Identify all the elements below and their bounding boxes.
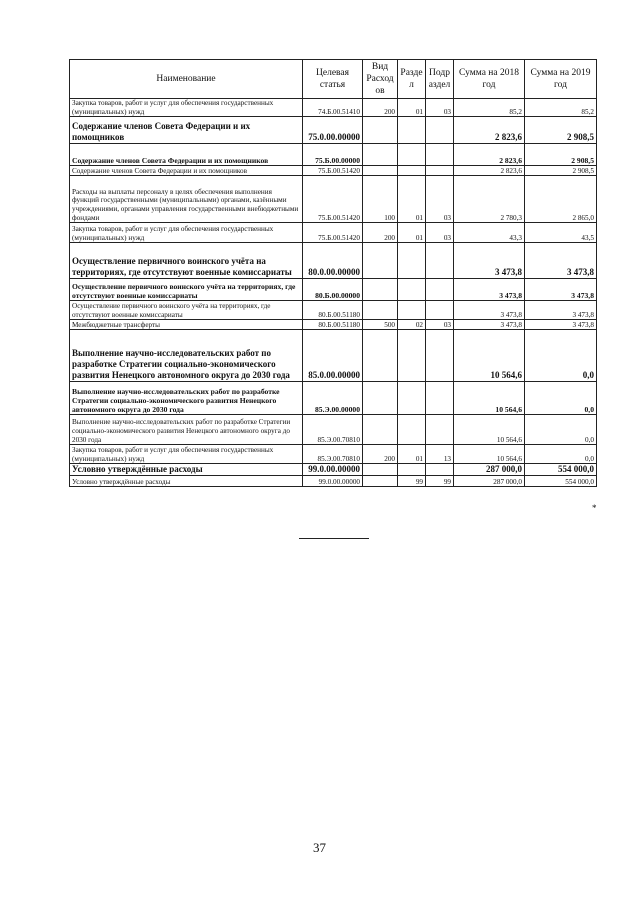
row-sum2018: 287 000,0 bbox=[454, 476, 525, 487]
row-sum2019: 2 908,5 bbox=[525, 144, 597, 166]
row-sum2018: 43,3 bbox=[454, 223, 525, 243]
row-code: 74.Б.00.51410 bbox=[303, 99, 363, 117]
row-podrazdel bbox=[426, 415, 454, 445]
table-row bbox=[70, 464, 597, 476]
row-vid bbox=[363, 382, 398, 415]
row-podrazdel bbox=[426, 382, 454, 415]
row-vid bbox=[363, 464, 398, 476]
row-razdel: 99 bbox=[398, 476, 426, 487]
table-row bbox=[70, 144, 597, 166]
row-name: Осуществление первичного воинского учёта на территориях, где отсутствуют военные комиссариаты bbox=[70, 279, 303, 301]
row-sum2018: 85,2 bbox=[454, 99, 525, 117]
row-vid bbox=[363, 166, 398, 176]
footnote-mark: * bbox=[592, 503, 597, 513]
row-code: 80.Б.00.51180 bbox=[303, 301, 363, 320]
row-sum2018: 10 564,6 bbox=[454, 415, 525, 445]
row-sum2019: 2 865,0 bbox=[525, 176, 597, 223]
row-name: Осуществление первичного воинского учёта на территориях, где отсутствуют военные комиссариаты bbox=[70, 301, 303, 320]
row-code: 85.0.00.00000 bbox=[303, 330, 363, 382]
row-code: 75.Б.00.51420 bbox=[303, 166, 363, 176]
row-razdel bbox=[398, 382, 426, 415]
row-podrazdel: 03 bbox=[426, 99, 454, 117]
row-sum2018: 3 473,8 bbox=[454, 279, 525, 301]
row-name: Содержание членов Совета Федерации и их помощников bbox=[70, 144, 303, 166]
row-sum2018: 3 473,8 bbox=[454, 320, 525, 330]
table-row bbox=[70, 243, 597, 279]
table-row bbox=[70, 320, 597, 330]
row-podrazdel: 13 bbox=[426, 445, 454, 464]
table-row bbox=[70, 301, 597, 320]
row-vid bbox=[363, 415, 398, 445]
row-sum2018: 10 564,6 bbox=[454, 445, 525, 464]
table-row bbox=[70, 176, 597, 223]
row-vid: 200 bbox=[363, 445, 398, 464]
row-sum2019: 0,0 bbox=[525, 415, 597, 445]
row-name: Содержание членов Совета Федерации и их помощников bbox=[70, 117, 303, 144]
row-name: Закупка товаров, работ и услуг для обеспечения государственных (муниципальных) нужд bbox=[70, 99, 303, 117]
table-row bbox=[70, 445, 597, 464]
table-row bbox=[70, 279, 597, 301]
row-podrazdel bbox=[426, 464, 454, 476]
row-razdel bbox=[398, 117, 426, 144]
row-razdel bbox=[398, 330, 426, 382]
table-row bbox=[70, 166, 597, 176]
table-row bbox=[70, 330, 597, 382]
row-razdel: 01 bbox=[398, 223, 426, 243]
budget-table bbox=[69, 59, 597, 487]
row-sum2018: 2 823,6 bbox=[454, 117, 525, 144]
row-vid: 100 bbox=[363, 176, 398, 223]
row-sum2019: 2 908,5 bbox=[525, 166, 597, 176]
separator-line bbox=[299, 538, 369, 539]
table-row bbox=[70, 476, 597, 487]
row-podrazdel bbox=[426, 330, 454, 382]
row-razdel: 01 bbox=[398, 99, 426, 117]
row-vid: 500 bbox=[363, 320, 398, 330]
row-name: Условно утверждённые расходы bbox=[70, 476, 303, 487]
table-row bbox=[70, 223, 597, 243]
col-header-sum2018: Сумма на 2018 год bbox=[454, 60, 525, 99]
col-header-target: Целевая статья bbox=[303, 60, 363, 99]
row-razdel bbox=[398, 279, 426, 301]
row-code: 75.0.00.00000 bbox=[303, 117, 363, 144]
row-razdel: 01 bbox=[398, 176, 426, 223]
row-razdel bbox=[398, 415, 426, 445]
row-code: 75.Б.00.51420 bbox=[303, 223, 363, 243]
row-sum2018: 2 823,6 bbox=[454, 166, 525, 176]
row-code: 80.Б.00.51180 bbox=[303, 320, 363, 330]
page-number: 37 bbox=[313, 840, 326, 855]
col-header-subsection: Подр аздел bbox=[426, 60, 454, 99]
row-podrazdel: 99 bbox=[426, 476, 454, 487]
row-name: Закупка товаров, работ и услуг для обеспечения государственных (муниципальных) нужд bbox=[70, 445, 303, 464]
row-podrazdel bbox=[426, 279, 454, 301]
row-code: 85.Э.00.70810 bbox=[303, 445, 363, 464]
row-sum2018: 3 473,8 bbox=[454, 243, 525, 279]
row-sum2019: 0,0 bbox=[525, 445, 597, 464]
table-row bbox=[70, 117, 597, 144]
col-header-type: Вид Расход ов bbox=[363, 60, 398, 99]
row-sum2018: 2 823,6 bbox=[454, 144, 525, 166]
row-razdel bbox=[398, 464, 426, 476]
col-header-name: Наименование bbox=[70, 60, 303, 99]
row-vid bbox=[363, 117, 398, 144]
row-razdel bbox=[398, 301, 426, 320]
row-name: Межбюджетные трансферты bbox=[70, 320, 303, 330]
row-podrazdel: 03 bbox=[426, 320, 454, 330]
row-sum2019: 3 473,8 bbox=[525, 301, 597, 320]
row-sum2018: 2 780,3 bbox=[454, 176, 525, 223]
row-sum2018: 10 564,6 bbox=[454, 382, 525, 415]
row-podrazdel: 03 bbox=[426, 223, 454, 243]
row-sum2019: 3 473,8 bbox=[525, 279, 597, 301]
row-sum2019: 554 000,0 bbox=[525, 464, 597, 476]
row-code: 99.0.00.00000 bbox=[303, 476, 363, 487]
row-code: 75.Б.00.51420 bbox=[303, 176, 363, 223]
row-name: Расходы на выплаты персоналу в целях обеспечения выполнения функций государственными (муниципальными) органами, казёнными учреждениями, органами управления государственными внебюджетными фондами bbox=[70, 176, 303, 223]
row-sum2018: 3 473,8 bbox=[454, 301, 525, 320]
table-row bbox=[70, 415, 597, 445]
row-podrazdel bbox=[426, 243, 454, 279]
row-vid bbox=[363, 330, 398, 382]
row-name: Условно утверждённые расходы bbox=[70, 464, 303, 476]
row-sum2019: 3 473,8 bbox=[525, 320, 597, 330]
row-sum2019: 0,0 bbox=[525, 382, 597, 415]
row-podrazdel bbox=[426, 144, 454, 166]
row-sum2019: 85,2 bbox=[525, 99, 597, 117]
row-vid: 200 bbox=[363, 99, 398, 117]
row-vid: 200 bbox=[363, 223, 398, 243]
row-code: 85.Э.00.00000 bbox=[303, 382, 363, 415]
row-code: 75.Б.00.00000 bbox=[303, 144, 363, 166]
row-razdel bbox=[398, 166, 426, 176]
col-header-sum2019: Сумма на 2019 год bbox=[525, 60, 597, 99]
row-podrazdel bbox=[426, 166, 454, 176]
table-row bbox=[70, 99, 597, 117]
table-row bbox=[70, 382, 597, 415]
row-sum2019: 3 473,8 bbox=[525, 243, 597, 279]
table-header-row bbox=[70, 60, 597, 99]
row-razdel: 02 bbox=[398, 320, 426, 330]
row-podrazdel bbox=[426, 117, 454, 144]
row-name: Закупка товаров, работ и услуг для обеспечения государственных (муниципальных) нужд bbox=[70, 223, 303, 243]
row-sum2019: 43,5 bbox=[525, 223, 597, 243]
row-podrazdel bbox=[426, 301, 454, 320]
row-podrazdel: 03 bbox=[426, 176, 454, 223]
row-sum2019: 2 908,5 bbox=[525, 117, 597, 144]
row-razdel bbox=[398, 144, 426, 166]
row-code: 99.0.00.00000 bbox=[303, 464, 363, 476]
row-razdel: 01 bbox=[398, 445, 426, 464]
row-name: Осуществление первичного воинского учёта на территориях, где отсутствуют военные комиссариаты bbox=[70, 243, 303, 279]
row-vid bbox=[363, 476, 398, 487]
row-sum2019: 0,0 bbox=[525, 330, 597, 382]
row-code: 80.0.00.00000 bbox=[303, 243, 363, 279]
row-name: Выполнение научно-исследовательских работ по разработке Стратегии социально-экономического развития Ненецкого автономного округа до 2030 года bbox=[70, 330, 303, 382]
row-code: 80.Б.00.00000 bbox=[303, 279, 363, 301]
row-vid bbox=[363, 243, 398, 279]
row-name: Выполнение научно-исследовательских работ по разработке Стратегии социально-экономического развития Ненецкого автономного округа до 2030 года bbox=[70, 382, 303, 415]
row-sum2018: 287 000,0 bbox=[454, 464, 525, 476]
row-sum2019: 554 000,0 bbox=[525, 476, 597, 487]
row-vid bbox=[363, 301, 398, 320]
row-name: Выполнение научно-исследовательских работ по разработке Стратегии социально-экономического развития Ненецкого автономного округа до 2030 года bbox=[70, 415, 303, 445]
col-header-section: Разде л bbox=[398, 60, 426, 99]
row-name: Содержание членов Совета Федерации и их помощников bbox=[70, 166, 303, 176]
row-razdel bbox=[398, 243, 426, 279]
row-vid bbox=[363, 279, 398, 301]
row-code: 85.Э.00.70810 bbox=[303, 415, 363, 445]
row-sum2018: 10 564,6 bbox=[454, 330, 525, 382]
row-vid bbox=[363, 144, 398, 166]
